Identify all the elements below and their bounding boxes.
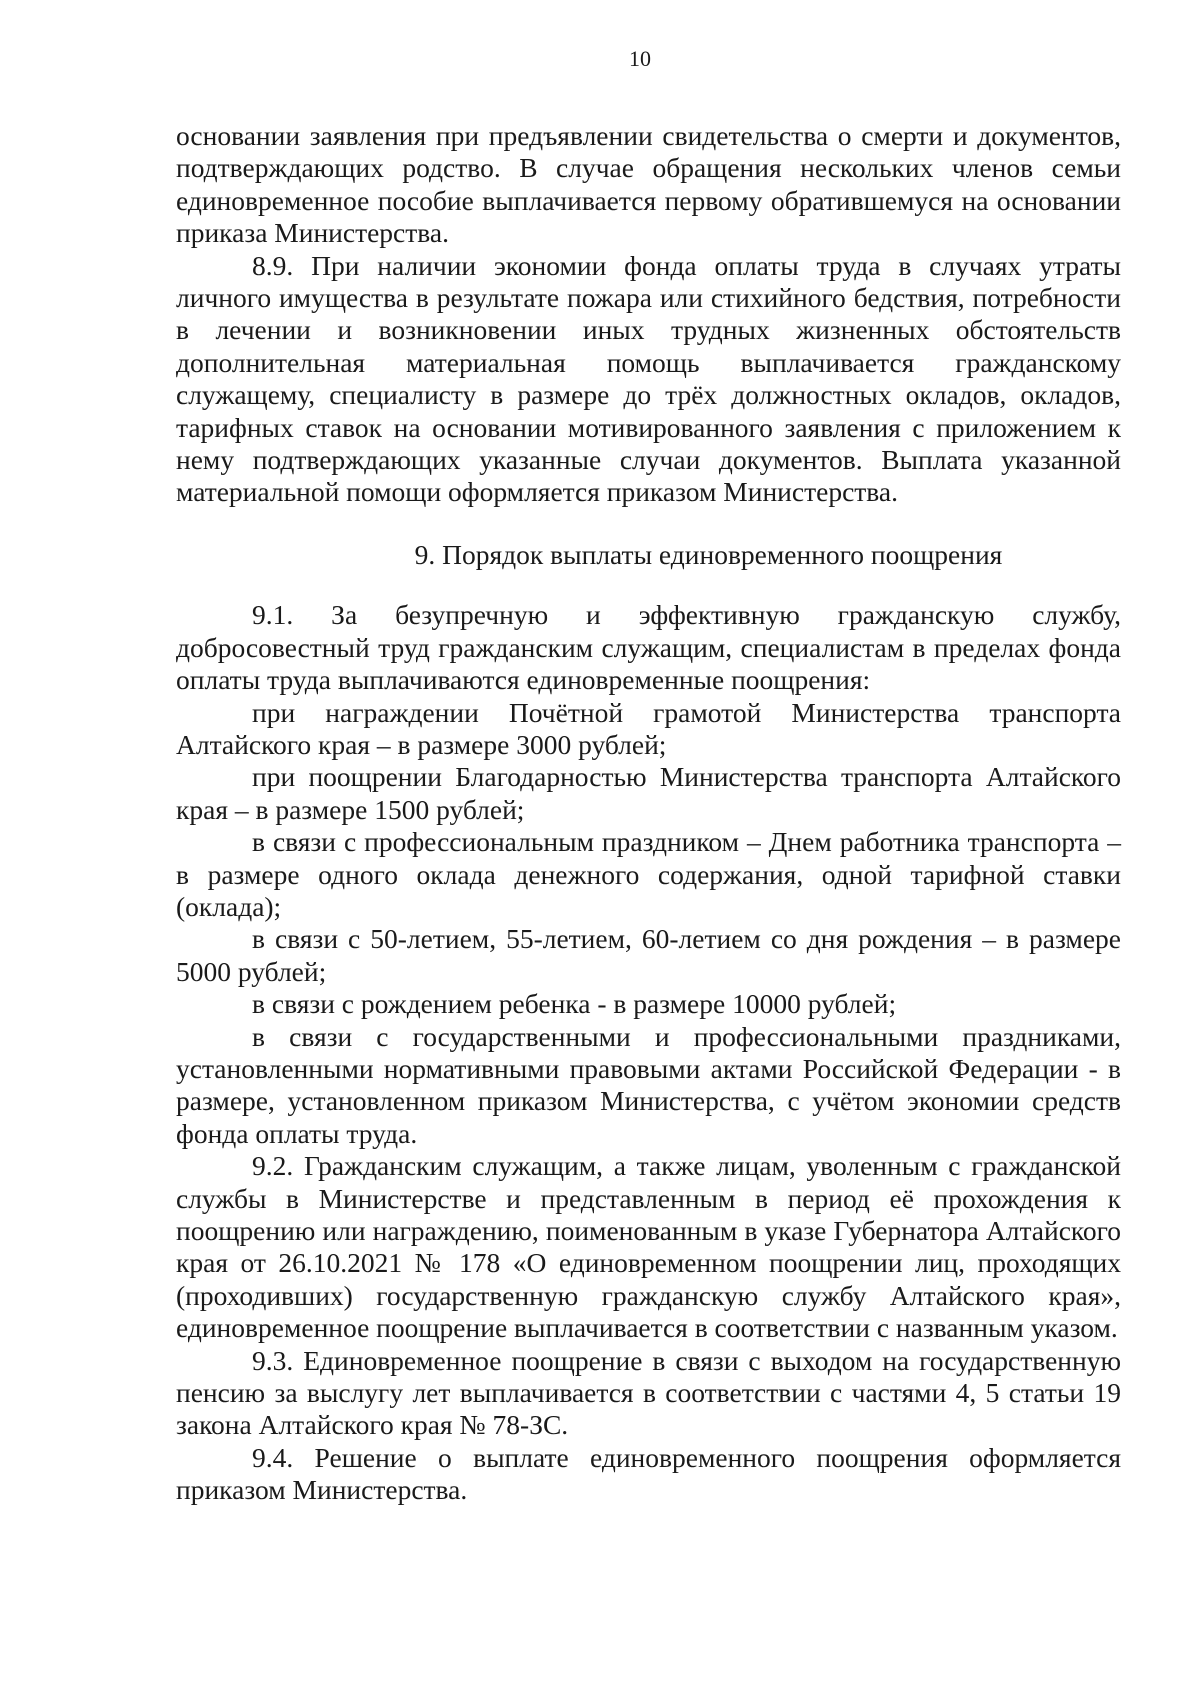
paragraph-9-1-gratitude: при поощрении Благодарностью Министерства транспорта Алтайского края – в размере 1500 рублей; [176, 761, 1121, 825]
paragraph-continued: основании заявления при предъявлении свидетельства о смерти и документов, подтверждающих родство. В случае обращения нескольких членов семьи единовременное пособие выплачивается первому обратившемуся на основании приказа Министерства. [176, 120, 1121, 249]
paragraph-8-9: 8.9. При наличии экономии фонда оплаты труда в случаях утраты личного имущества в результате пожара или стихийного бедствия, потребности в лечении и возникновении иных трудных жизненных обстоятельств дополнительная материальная помощь выплачивается гражданскому служащему, специалисту в размере до трёх должностных окладов, окладов, тарифных ставок на основании мотивированного заявления с приложением к нему подтверждающих указанные случаи документов. Выплата указанной материальной помощи оформляется приказом Министерства. [176, 249, 1121, 508]
paragraph-9-1-holidays: в связи с государственными и профессиональными праздниками, установленными нормативными правовыми актами Российской Федерации - в размере, установленном приказом Министерства, с учётом экономии средств фонда оплаты труда. [176, 1020, 1121, 1149]
section-heading: 9. Порядок выплаты единовременного поощрения [414, 538, 1003, 570]
paragraph-9-2: 9.2. Гражданским служащим, а также лицам, уволенным с гражданской службы в Министерстве и представленным в период её прохождения к поощрению или награждению, поименованным в указе Губернатора Алтайского края от 26.10.2021 № 178 «О единовременном поощрении лиц, проходящих (проходивших) государственную гражданскую службу Алтайского края», единовременное поощрение выплачивается в соответствии с названным указом. [176, 1150, 1121, 1344]
paragraph-9-1: 9.1. За безупречную и эффективную гражданскую службу, добросовестный труд гражданским служащим, специалистам в пределах фонда оплаты труда выплачиваются единовременные поощрения: [176, 599, 1121, 696]
document-body [176, 120, 1121, 1507]
paragraph-9-1-transport-day: в связи с профессиональным праздником – Днем работника транспорта – в размере одного оклада денежного содержания, одной тарифной ставки (оклада); [176, 826, 1121, 922]
page-number: 10 [629, 46, 651, 71]
paragraph-9-1-anniversary: в связи с 50-летием, 55-летием, 60-летием со дня рождения – в размере 5000 рублей; [176, 923, 1121, 987]
paragraph-9-3: 9.3. Единовременное поощрение в связи с выходом на государственную пенсию за выслугу лет выплачивается в соответствии с частями 4, 5 статьи 19 закона Алтайского края № 78-ЗС. [176, 1344, 1121, 1441]
paragraph-9-1-child-birth: в связи с рождением ребенка - в размере 10000 рублей; [252, 988, 897, 1020]
paragraph-9-4: 9.4. Решение о выплате единовременного поощрения оформляется приказом Министерства. [176, 1441, 1121, 1506]
paragraph-9-1-honor-certificate: при награждении Почётной грамотой Министерства транспорта Алтайского края – в размере 3000 рублей; [176, 696, 1121, 760]
